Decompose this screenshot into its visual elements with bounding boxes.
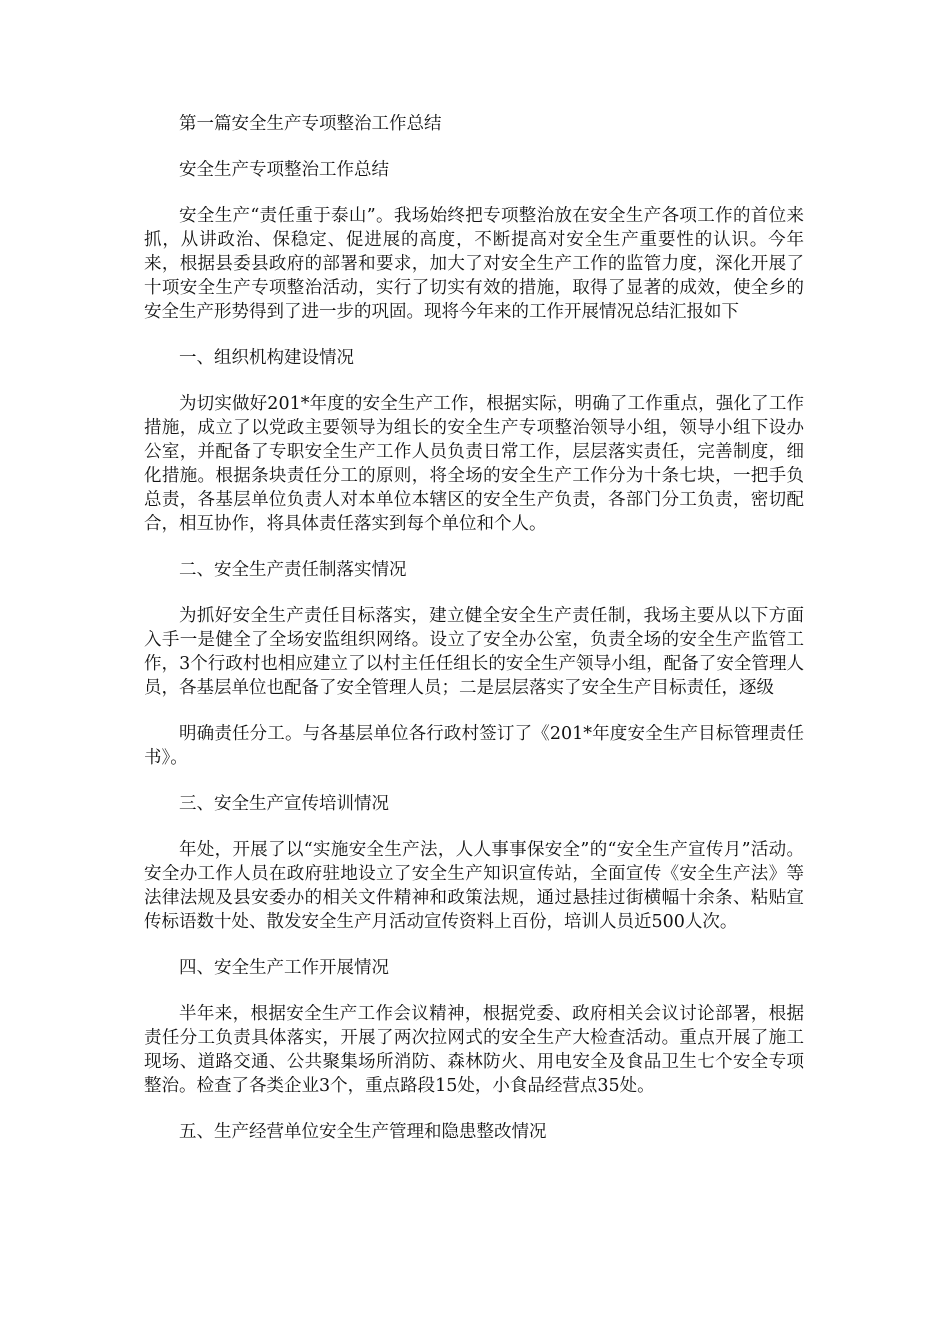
section-3-heading: 三、安全生产宣传培训情况 xyxy=(179,794,389,814)
section-1-paragraph: 为切实做好201*年度的安全生产工作，根据实际，明确了工作重点，强化了工作措施，成立了以党政主要领导为组长的安全生产专项整治领导小组，领导小组下设办公室，并配备了专职安全生产工作人员负责日常工作，层层落实责任，完善制度，细化措施。根据条块责任分工的原则，将全场的安全生产工作分为十条七块，一把手负总责，各基层单位负责人对本单位本辖区的安全生产负责，各部门分工负责，密切配合，相互协作，将具体责任落实到每个单位和个人。 xyxy=(144,394,804,534)
document-subtitle: 安全生产专项整治工作总结 xyxy=(179,160,389,180)
intro-paragraph: 安全生产“责任重于泰山”。我场始终把专项整治放在安全生产各项工作的首位来抓，从讲政治、保稳定、促进展的高度，不断提高对安全生产重要性的认识。今年来，根据县委县政府的部署和要求，加大了对安全生产工作的监管力度，深化开展了十项安全生产专项整治活动，实行了切实有效的措施，取得了显著的成效，使全乡的安全生产形势得到了进一步的巩固。现将今年来的工作开展情况总结汇报如下 xyxy=(144,206,804,322)
document-body xyxy=(144,112,804,1144)
section-4-heading: 四、安全生产工作开展情况 xyxy=(179,958,389,978)
section-3-paragraph: 年处，开展了以“实施安全生产法，人人事事保安全”的“安全生产宣传月”活动。安全办工作人员在政府驻地设立了安全生产知识宣传站，全面宣传《安全生产法》等法律法规及县安委办的相关文件精神和政策法规，通过悬挂过街横幅十余条、粘贴宣传标语数十处、散发安全生产月活动宣传资料上百份，培训人员近500人次。 xyxy=(144,840,804,932)
section-5-heading: 五、生产经营单位安全生产管理和隐患整改情况 xyxy=(179,1122,547,1142)
document-title: 第一篇安全生产专项整治工作总结 xyxy=(179,114,442,134)
section-2-heading: 二、安全生产责任制落实情况 xyxy=(179,560,407,580)
section-1-heading: 一、组织机构建设情况 xyxy=(179,348,354,368)
section-2-paragraph: 为抓好安全生产责任目标落实，建立健全安全生产责任制，我场主要从以下方面入手一是健全了全场安监组织网络。设立了安全办公室，负责全场的安全生产监管工作，3个行政村也相应建立了以村主任任组长的安全生产领导小组，配备了安全管理人员，各基层单位也配备了安全管理人员；二是层层落实了安全生产目标责任，逐级 xyxy=(144,606,804,698)
section-4-paragraph: 半年来，根据安全生产工作会议精神，根据党委、政府相关会议讨论部署，根据责任分工负责具体落实，开展了两次拉网式的安全生产大检查活动。重点开展了施工现场、道路交通、公共聚集场所消防、森林防火、用电安全及食品卫生七个安全专项整治。检查了各类企业3个，重点路段15处，小食品经营点35处。 xyxy=(144,1004,804,1096)
section-2-paragraph-continued: 明确责任分工。与各基层单位各行政村签订了《201*年度安全生产目标管理责任书》。 xyxy=(144,724,804,768)
